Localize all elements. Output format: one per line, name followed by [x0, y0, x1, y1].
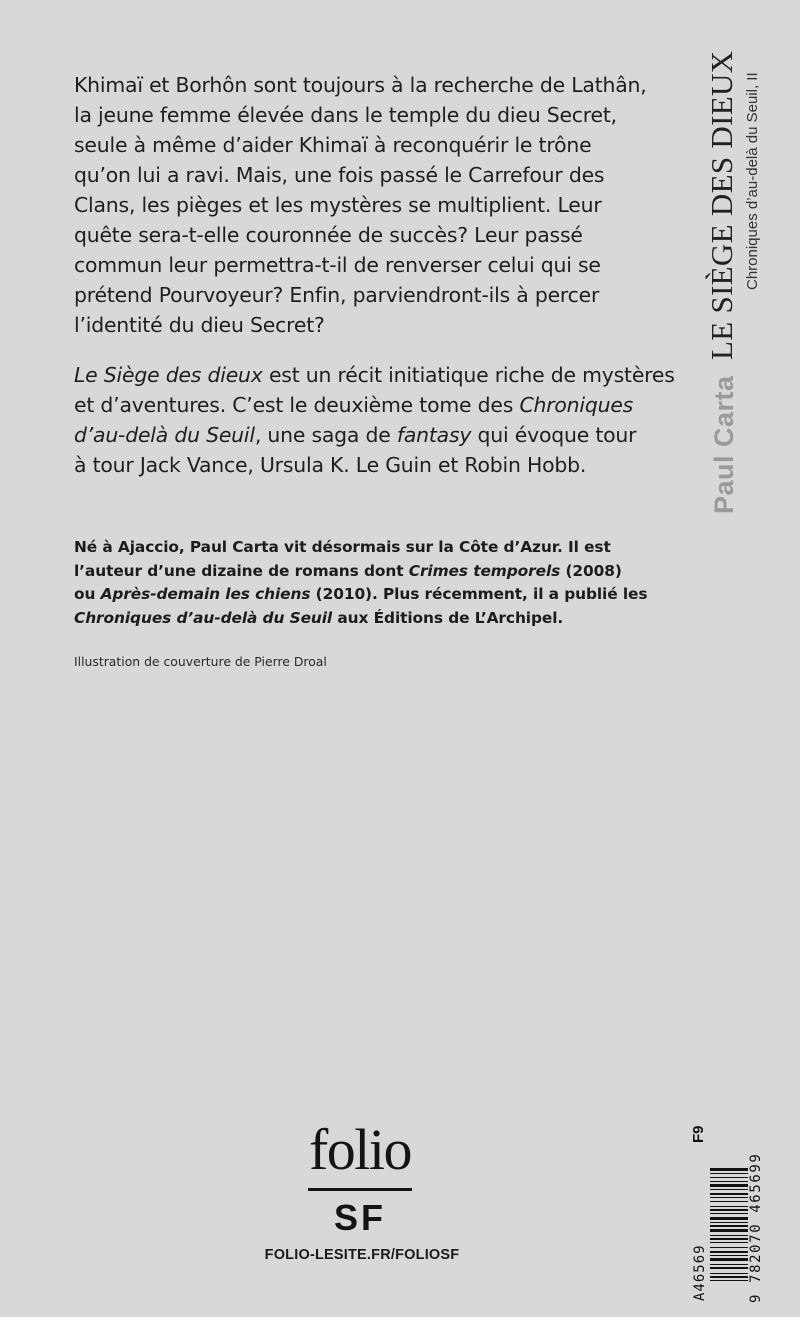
summary-line: Clans, les pièges et les mystères se multiplient. Leur — [74, 193, 602, 217]
summary-line — [74, 360, 674, 390]
barcode-bar — [710, 1273, 748, 1274]
barcode-bar — [710, 1238, 748, 1240]
barcode-bar — [710, 1168, 748, 1171]
summary-line: seule à même d’aider Khimaï à reconquérir le trône — [74, 133, 592, 157]
summary-line: Khimaï et Borhôn sont toujours à la recherche de Lathân, — [74, 73, 647, 97]
barcode-bar — [710, 1251, 748, 1253]
barcode-bar — [710, 1222, 748, 1223]
barcode-bar — [710, 1209, 748, 1211]
barcode-bar — [710, 1189, 748, 1190]
book-title: Après-demain les chiens — [100, 585, 311, 603]
barcode-bar — [710, 1276, 748, 1278]
barcode-bar — [710, 1197, 748, 1198]
barcode-bar — [710, 1177, 748, 1178]
barcode-bar — [710, 1229, 748, 1232]
summary-line: la jeune femme élevée dans le temple du dieu Secret, — [74, 103, 617, 127]
summary-paragraph-1 — [74, 70, 674, 340]
book-title: Le Siège des dieux — [74, 363, 263, 387]
barcode-icon — [710, 1125, 748, 1281]
summary-text: qui évoque tour — [471, 423, 637, 447]
spine-text — [700, 50, 770, 520]
bio-line — [74, 607, 674, 631]
barcode-bar — [710, 1242, 748, 1243]
barcode-bar — [710, 1258, 748, 1261]
summary-line: commun leur permettra-t-il de renverser celui qui se — [74, 253, 601, 277]
spine-rotated — [700, 50, 770, 520]
bio-line — [74, 583, 674, 607]
spine-author: Paul Carta — [709, 375, 739, 514]
illustration-credit: Illustration de couverture de Pierre Droal — [74, 654, 327, 669]
barcode-bar — [710, 1264, 748, 1265]
folio-sf-logo — [290, 1117, 430, 1238]
barcode-bar — [710, 1184, 748, 1187]
website-link[interactable]: FOLIO-LESITE.FR/FOLIOSF — [264, 1247, 460, 1263]
product-code: A46569 — [692, 1244, 708, 1301]
barcode-rotated — [690, 1123, 770, 1303]
bio-text: (2008) — [560, 561, 622, 580]
summary-line: quête sera-t-elle couronnée de succès? Leur passé — [74, 223, 583, 247]
barcode-bar — [710, 1267, 748, 1269]
series-title: Chroniques d’au-delà du Seuil — [74, 608, 333, 627]
barcode-bar — [710, 1217, 748, 1220]
book-title: Crimes temporels — [408, 561, 561, 580]
spine-title: LE SIÈGE DES DIEUX — [704, 50, 739, 360]
barcode-bar — [710, 1235, 748, 1236]
isbn-number: 9 782070 465699 — [748, 1152, 764, 1303]
summary-line — [74, 390, 674, 420]
bio-line — [74, 560, 674, 584]
barcode-bar — [710, 1206, 748, 1207]
bio-line: Né à Ajaccio, Paul Carta vit désormais sur la Côte d’Azur. Il est — [74, 538, 611, 556]
logo-divider — [308, 1188, 412, 1191]
series-title: d’au-delà du Seuil — [74, 423, 255, 447]
barcode-bar — [710, 1247, 748, 1248]
logo-folio-wordmark: folio — [308, 1117, 412, 1182]
summary-text: , une saga de — [254, 423, 397, 447]
summary-paragraph-2 — [74, 360, 674, 480]
bio-text: (2010). Plus récemment, il a publié les — [310, 585, 648, 603]
barcode-bar — [710, 1193, 748, 1195]
author-bio — [74, 536, 674, 630]
summary-line: l’identité du dieu Secret? — [74, 313, 325, 337]
summary-line: qu’on lui a ravi. Mais, une fois passé le Carrefour des — [74, 163, 605, 187]
bio-text: aux Éditions de L’Archipel. — [332, 608, 564, 627]
summary-text: est un récit initiatique riche de mystères — [262, 363, 675, 387]
summary-text: et d’aventures. C’est le deuxième tome des — [74, 393, 520, 417]
series-code: F9 — [690, 1125, 707, 1143]
summary-line: à tour Jack Vance, Ursula K. Le Guin et Robin Hobb. — [74, 453, 587, 477]
barcode-bar — [710, 1255, 748, 1256]
logo-sf-wordmark: SF — [333, 1197, 386, 1238]
barcode-bar — [710, 1173, 748, 1174]
barcode-bar — [710, 1181, 748, 1182]
barcode-bar — [710, 1225, 748, 1227]
barcode-bar — [710, 1201, 748, 1202]
summary-line: prétend Pourvoyeur? Enfin, parviendront-ils à percer — [74, 283, 600, 307]
series-title: Chroniques — [519, 393, 634, 417]
summary-line — [74, 420, 674, 450]
genre: fantasy — [396, 423, 472, 447]
barcode-bar — [710, 1280, 748, 1281]
barcode-bar — [710, 1213, 748, 1214]
bio-text: l’auteur d’une dizaine de romans dont — [74, 561, 409, 580]
bio-text: ou — [74, 585, 101, 603]
back-cover-summary — [74, 70, 674, 500]
barcode-block — [690, 1123, 770, 1303]
spine-subtitle: Chroniques d’au-delà du Seuil, II — [744, 72, 761, 290]
